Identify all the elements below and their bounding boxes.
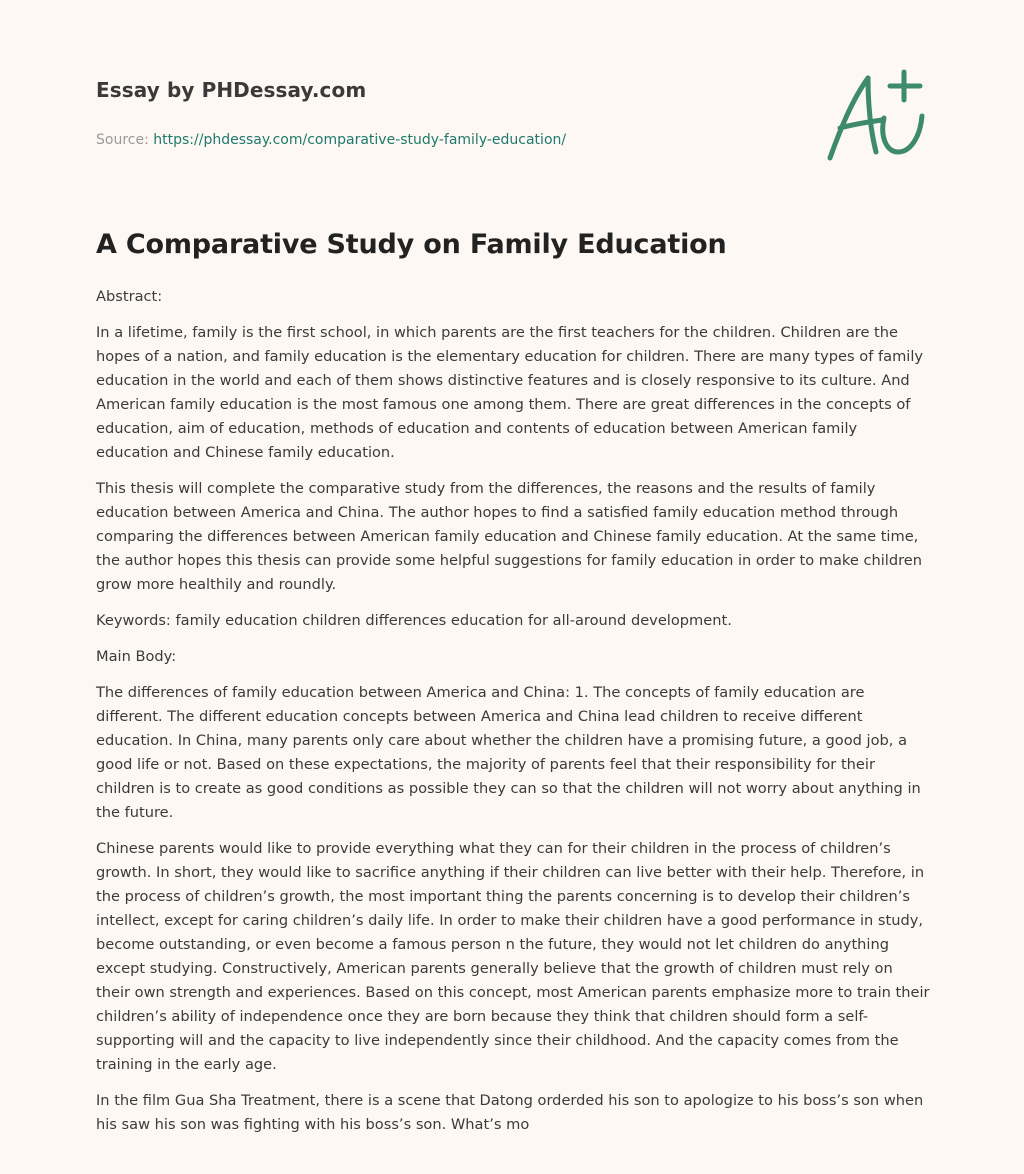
paragraph: In the film Gua Sha Treatment, there is a scene that Datong orderded his son to apologize to his boss’s son when his saw his son was fighting with his boss’s son. What’s mo: [96, 1092, 924, 1133]
source-label: Source:: [96, 132, 154, 148]
paragraph: The differences of family education between America and China: 1. The concepts of family education are different. The different education concepts between America and China lead children to receive different education. In China, many parents only care about whether the children have a promising future, a good job, a good life or not. Based on these expectations, the majority of parents feel that their responsibility for their children is to create as good conditions as possible they can so that the children will not worry about anything in the future.: [96, 684, 921, 821]
article-body: [96, 285, 930, 1149]
article-title: A Comparative Study on Family Education: [96, 229, 727, 260]
a-plus-logo-icon: [818, 66, 934, 170]
source-link[interactable]: https://phdessay.com/comparative-study-family-education/: [153, 132, 567, 148]
paragraph: This thesis will complete the comparative study from the differences, the reasons and the results of family education between America and China. The author hopes to find a satisfied family education method through comparing the differences between American family education and Chinese family education. At the same time, the author hopes this thesis can provide some helpful suggestions for family education in order to make children grow more healthily and roundly.: [96, 480, 923, 593]
keywords-line: Keywords: family education children differences education for all-around development.: [96, 612, 732, 629]
site-brand: Essay by PHDessay.com: [96, 78, 367, 102]
main-body-heading: Main Body:: [96, 648, 177, 665]
paragraph: In a lifetime, family is the first school, in which parents are the first teachers for the children. Children are the hopes of a nation, and family education is the elementary education for children. There are many types of family education in the world and each of them shows distinctive features and is closely responsive to its culture. And American family education is the most famous one among them. There are great differences in the concepts of education, aim of education, methods of education and contents of education between American family education and Chinese family education.: [96, 324, 924, 461]
paragraph: Chinese parents would like to provide everything what they can for their children in the process of children’s growth. In short, they would like to sacrifice anything if their children can live better with their help. Therefore, in the process of children’s growth, the most important thing the parents concerning is to develop their children’s intellect, except for caring children’s daily life. In order to make their children have a good performance in study, become outstanding, or even become a famous person n the future, they would not let children do anything except studying. Constructively, American parents generally believe that the growth of children must rely on their own strength and experiences. Based on this concept, most American parents emphasize more to train their children’s ability of independence once they are born because they think that children should form a self-supporting will and the capacity to live independently since their childhood. And the capacity comes from the training in the early age.: [96, 840, 930, 1073]
page-header: [96, 76, 796, 149]
abstract-heading: Abstract:: [96, 288, 163, 305]
source-line: [96, 131, 796, 149]
